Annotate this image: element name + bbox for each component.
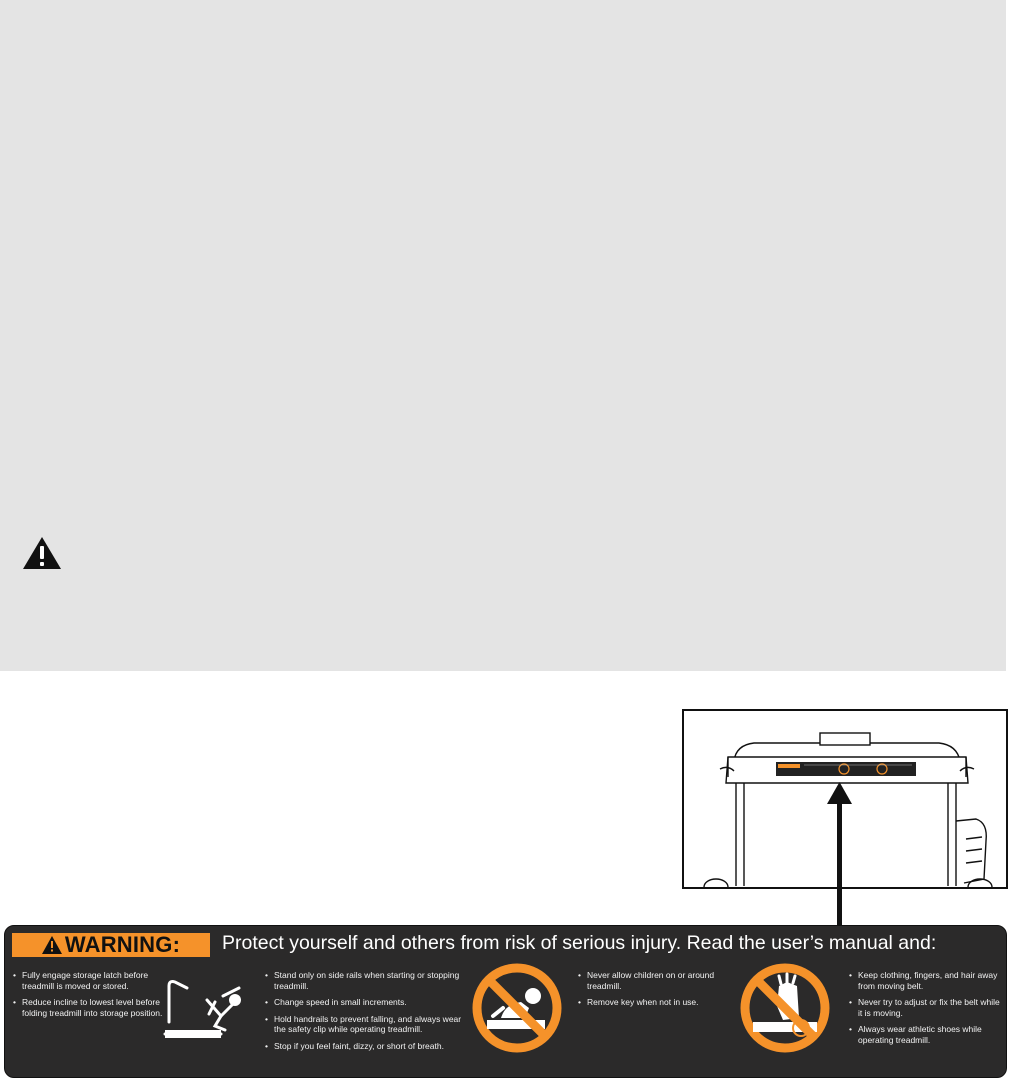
warning-item: • Always wear athletic shoes while operating treadmill. [847, 1024, 1002, 1045]
warning-badge [12, 933, 210, 957]
falling-person-icon [163, 972, 258, 1042]
warning-label [4, 925, 1007, 1078]
warning-item: • Never try to adjust or fix the belt while it is moving. [847, 997, 1002, 1018]
pointer-arrow-line [837, 800, 842, 928]
warning-item: • Change speed in small increments. [263, 997, 468, 1008]
warning-column-3 [576, 970, 726, 1014]
warning-item: • Fully engage storage latch before treadmill is moved or stored. [11, 970, 171, 991]
warning-triangle-icon [22, 536, 62, 570]
warning-headline: Protect yourself and others from risk of serious injury. Read the user’s manual and: [222, 932, 937, 954]
warning-column-1 [11, 970, 171, 1024]
warning-item: • Keep clothing, fingers, and hair away from moving belt. [847, 970, 1002, 991]
warning-item: • Remove key when not in use. [576, 997, 726, 1008]
no-children-icon [471, 962, 563, 1054]
warning-item: • Never allow children on or around treadmill. [576, 970, 726, 991]
warning-badge-text: WARNING: [64, 932, 181, 957]
warning-column-2 [263, 970, 468, 1057]
warning-triangle-icon [42, 936, 62, 954]
warning-item: • Reduce incline to lowest level before folding treadmill into storage position. [11, 997, 171, 1018]
warning-column-4 [847, 970, 1002, 1051]
warning-item: • Stop if you feel faint, dizzy, or short of breath. [263, 1041, 468, 1052]
warning-item: • Stand only on side rails when starting or stopping treadmill. [263, 970, 468, 991]
warning-item: • Hold handrails to prevent falling, and always wear the safety clip while operating treadmill. [263, 1014, 468, 1035]
no-hand-icon [739, 962, 831, 1054]
